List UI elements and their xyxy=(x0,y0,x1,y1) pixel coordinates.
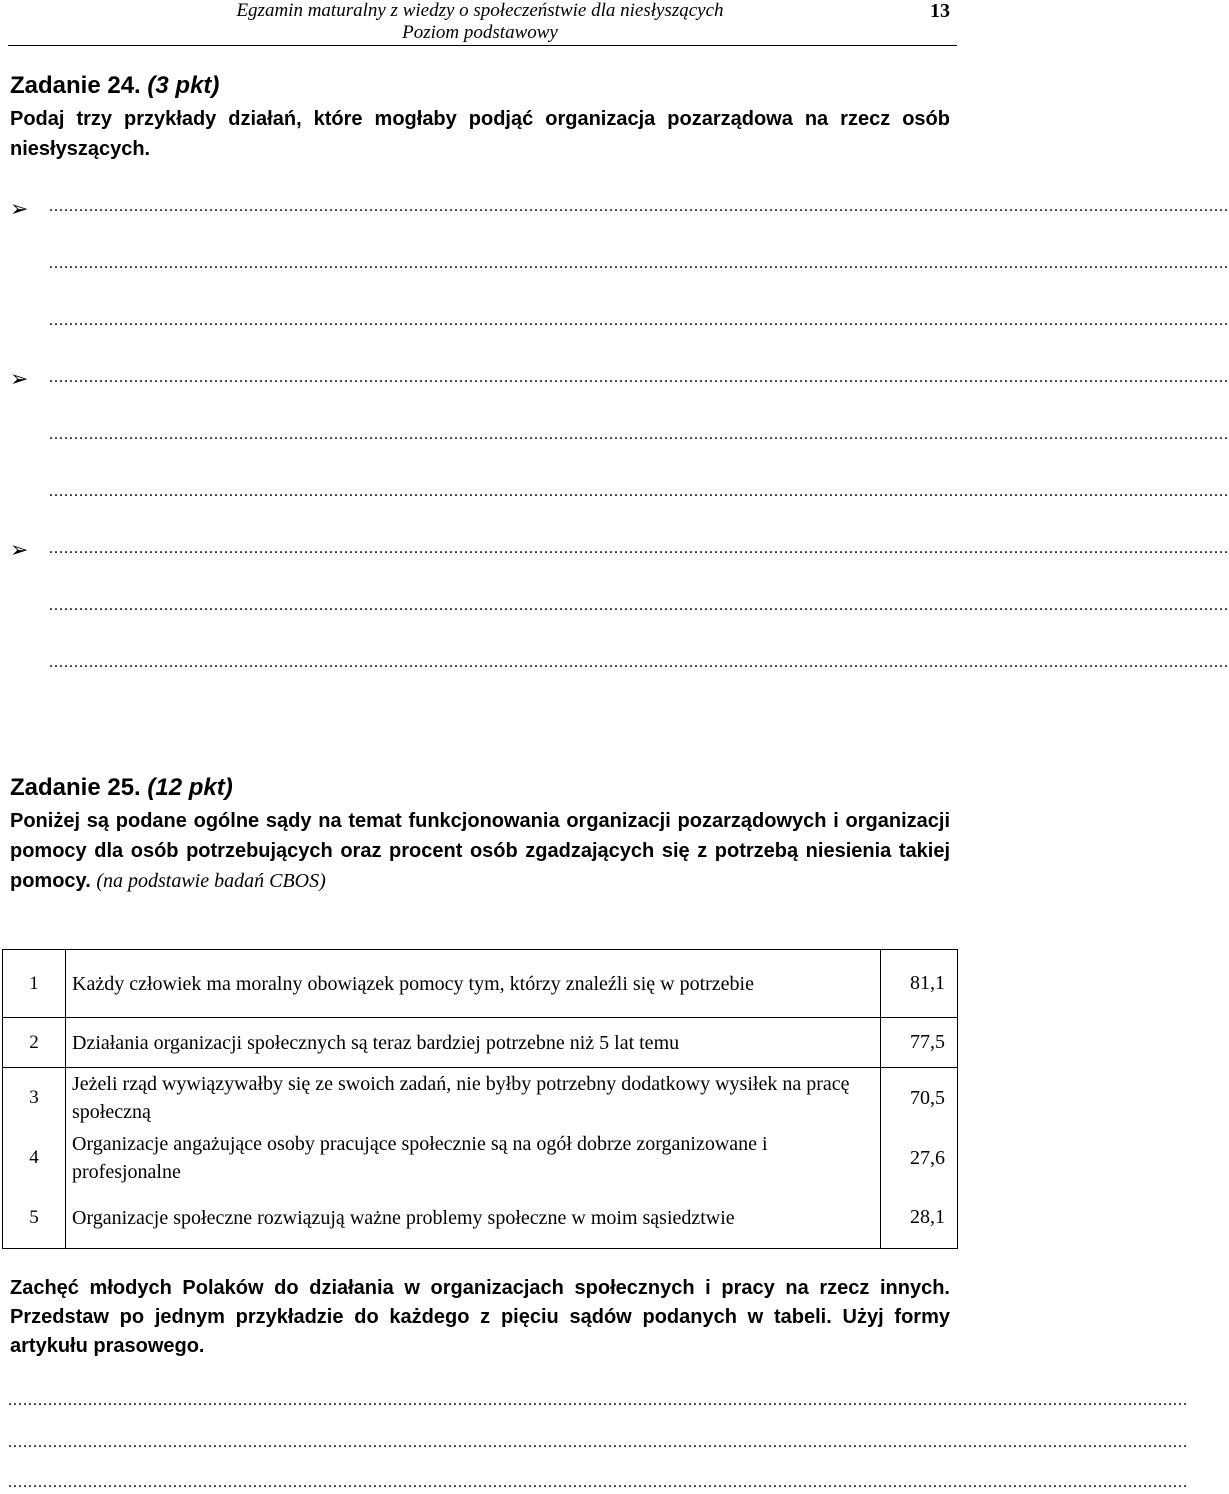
answer-line[interactable]: ............................................................................................................................................................................................................................................ xyxy=(49,426,1229,443)
row-number: 3 xyxy=(3,1068,66,1129)
row-number: 2 xyxy=(3,1018,66,1068)
header-divider xyxy=(8,45,957,46)
answer-line[interactable]: ............................................................................................................................................................................................................................................ xyxy=(49,369,1229,386)
answer-line[interactable]: ............................................................................................................................................................................................................................................ xyxy=(8,1474,1188,1491)
task24-points: (3 pkt) xyxy=(147,72,220,99)
table-row xyxy=(3,1068,958,1129)
task24-title: Zadanie 24. xyxy=(10,72,141,99)
row-statement: Organizacje angażujące osoby pracujące społecznie są na ogół dobrze zorganizowane i profesjonalne xyxy=(66,1128,881,1188)
row-statement: Jeżeli rząd wywiązywałby się ze swoich zadań, nie byłby potrzebny dodatkowy wysiłek na pracę społeczną xyxy=(66,1068,881,1129)
page-number: 13 xyxy=(930,0,950,22)
answer-line[interactable]: ............................................................................................................................................................................................................................................ xyxy=(49,654,1229,671)
answer-line[interactable]: ............................................................................................................................................................................................................................................ xyxy=(8,1392,1188,1409)
row-statement: Każdy człowiek ma moralny obowiązek pomocy tym, którzy znaleźli się w potrzebie xyxy=(66,950,881,1018)
row-percent: 28,1 xyxy=(881,1188,958,1248)
task24-prompt: Podaj trzy przykłady działań, które mogłaby podjąć organizacja pozarządowa na rzecz osób niesłyszących. xyxy=(10,108,950,160)
row-statement: Organizacje społeczne rozwiązują ważne problemy społeczne w moim sąsiedztwie xyxy=(66,1188,881,1248)
row-number: 1 xyxy=(3,950,66,1018)
answer-line[interactable]: ............................................................................................................................................................................................................................................ xyxy=(49,255,1229,272)
exam-level: Poziom podstawowy xyxy=(402,22,558,43)
row-statement: Działania organizacji społecznych są teraz bardziej potrzebne niż 5 lat temu xyxy=(66,1018,881,1068)
row-percent: 27,6 xyxy=(881,1128,958,1188)
answer-line[interactable]: ............................................................................................................................................................................................................................................ xyxy=(49,312,1229,329)
table-row xyxy=(3,1018,958,1068)
row-number: 5 xyxy=(3,1188,66,1248)
row-percent: 77,5 xyxy=(881,1018,958,1068)
arrow-bullet-icon: ➢ xyxy=(10,537,29,562)
task25-title: Zadanie 25. xyxy=(10,774,141,801)
answer-line[interactable]: ............................................................................................................................................................................................................................................ xyxy=(49,483,1229,500)
opinion-table xyxy=(2,949,958,1249)
answer-line[interactable]: ............................................................................................................................................................................................................................................ xyxy=(49,198,1229,215)
task25-intro-text: Poniżej są podane ogólne sądy na temat funkcjonowania organizacji pozarządowych i organizacji pomocy dla osób potrzebujących oraz procent osób zgadzających się z potrzebą niesienia takiej pomocy. xyxy=(10,810,950,892)
task25-intro xyxy=(10,806,950,896)
exam-title: Egzamin maturalny z wiedzy o społeczeństwie dla niesłyszących xyxy=(236,0,724,21)
answer-line[interactable]: ............................................................................................................................................................................................................................................ xyxy=(8,1434,1188,1451)
table-row xyxy=(3,1188,958,1248)
task25-instruction: Zachęć młodych Polaków do działania w organizacjach społecznych i pracy na rzecz innych. Przedstaw po jednym przykładzie do każdego z pięciu sądów podanych w tabeli. Użyj formy artykułu prasowego. xyxy=(10,1277,950,1357)
arrow-bullet-icon: ➢ xyxy=(10,366,29,391)
source-note: (na podstawie badań CBOS) xyxy=(96,870,326,892)
task25-points: (12 pkt) xyxy=(147,774,233,801)
task24-heading xyxy=(10,72,219,100)
answer-line[interactable]: ............................................................................................................................................................................................................................................ xyxy=(49,540,1229,557)
row-number: 4 xyxy=(3,1128,66,1188)
row-percent: 81,1 xyxy=(881,950,958,1018)
task25-heading xyxy=(10,774,233,802)
row-percent: 70,5 xyxy=(881,1068,958,1129)
table-row xyxy=(3,950,958,1018)
answer-line[interactable]: ............................................................................................................................................................................................................................................ xyxy=(49,597,1229,614)
arrow-bullet-icon: ➢ xyxy=(10,196,29,221)
table-row xyxy=(3,1128,958,1188)
